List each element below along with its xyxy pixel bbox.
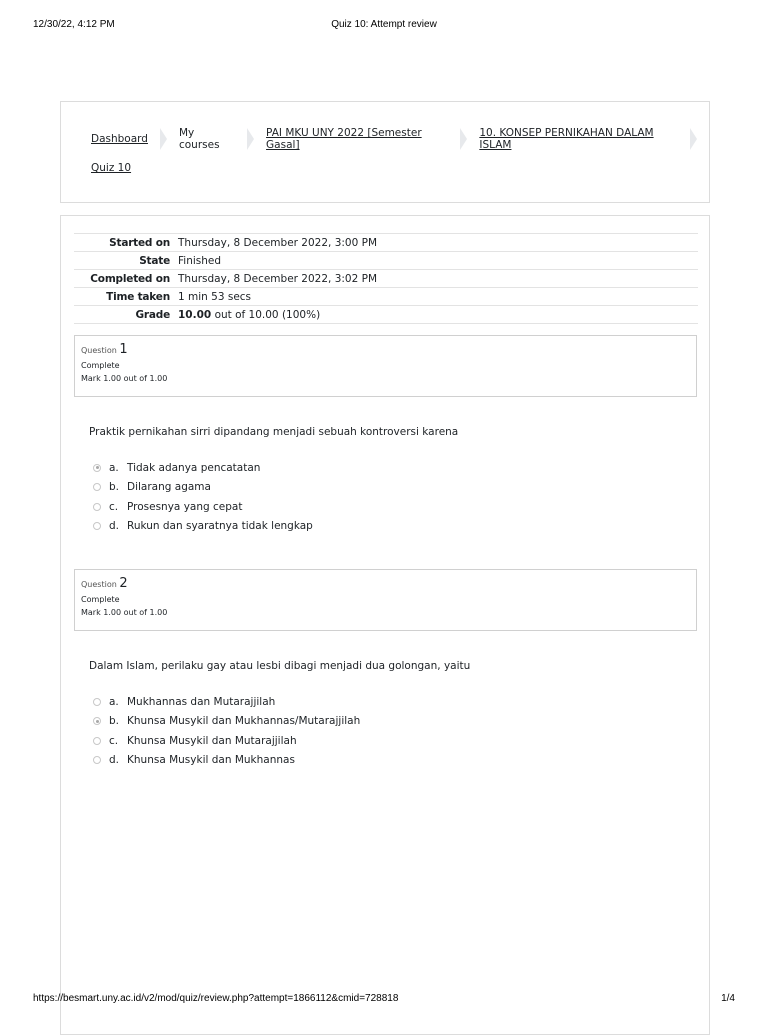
answer-option[interactable] [93,517,313,537]
summary-value: Finished [174,252,698,270]
question-status: Complete [81,595,120,604]
answer-text: Khunsa Musykil dan Mutarajjilah [127,734,297,747]
question-mark: Mark 1.00 out of 1.00 [81,374,168,383]
answer-letter: a. [109,695,119,708]
attempt-review [60,215,710,1035]
question-info [74,335,697,397]
print-header [33,19,735,30]
summary-row [74,306,698,324]
breadcrumb-my-courses[interactable]: My courses [178,127,220,151]
print-url: https://besmart.uny.ac.id/v2/mod/quiz/review.php?attempt=1866112&cmid=728818 [33,993,399,1004]
summary-label: Grade [74,306,174,324]
radio-icon[interactable] [93,737,101,745]
answer-option[interactable] [93,458,313,478]
question-info [74,569,697,631]
summary-value: Thursday, 8 December 2022, 3:02 PM [174,270,698,288]
answer-option[interactable] [93,731,360,751]
attempt-summary-table [74,233,698,324]
radio-icon[interactable] [93,698,101,706]
summary-row [74,270,698,288]
question-number [81,576,690,591]
chevron-right-icon [460,128,467,150]
answer-letter: d. [109,520,120,533]
grade-score: 10.00 [178,308,212,321]
answer-text: Khunsa Musykil dan Mukhannas [127,754,295,767]
summary-label: Time taken [74,288,174,306]
radio-icon[interactable] [93,522,101,530]
summary-row [74,234,698,252]
breadcrumb-dashboard[interactable]: Dashboard [91,133,148,145]
grade-out-of: out of 10.00 (100%) [214,308,321,321]
print-page-number: 1/4 [721,993,735,1004]
answer-text: Mukhannas dan Mutarajjilah [127,695,276,708]
answer-letter: d. [109,754,120,767]
question-label: Question [81,346,117,355]
answer-option[interactable] [93,497,313,517]
answer-option[interactable] [93,478,313,498]
summary-label: State [74,252,174,270]
answer-text: Rukun dan syaratnya tidak lengkap [127,520,313,533]
answer-letter: b. [109,715,120,728]
radio-selected-icon[interactable] [93,717,101,725]
question-status: Complete [81,361,120,370]
print-title: Quiz 10: Attempt review [331,19,437,30]
radio-icon[interactable] [93,503,101,511]
summary-row [74,288,698,306]
answer-text: Tidak adanya pencatatan [127,461,261,474]
answer-option[interactable] [93,751,360,771]
breadcrumb-section[interactable]: 10. KONSEP PERNIKAHAN DALAM ISLAM [479,127,654,151]
answer-letter: c. [109,500,119,513]
chevron-right-icon [247,128,254,150]
summary-value: 1 min 53 secs [174,288,698,306]
chevron-right-icon [690,128,697,150]
question-text: Praktik pernikahan sirri dipandang menjadi sebuah kontroversi karena [89,426,459,438]
answer-letter: b. [109,481,120,494]
question-number [81,342,690,357]
question-text: Dalam Islam, perilaku gay atau lesbi dibagi menjadi dua golongan, yaitu [89,660,471,672]
summary-label: Started on [74,234,174,252]
breadcrumb-quiz[interactable]: Quiz 10 [91,162,132,174]
radio-selected-icon[interactable] [93,464,101,472]
answer-list [93,458,313,536]
breadcrumb-course[interactable]: PAI MKU UNY 2022 [Semester Gasal] [266,127,422,151]
summary-value [174,306,698,324]
answer-letter: a. [109,461,119,474]
answer-letter: c. [109,734,119,747]
chevron-right-icon [160,128,167,150]
breadcrumb [60,101,710,203]
question-label: Question [81,580,117,589]
summary-value: Thursday, 8 December 2022, 3:00 PM [174,234,698,252]
print-footer [33,993,735,1004]
question-mark: Mark 1.00 out of 1.00 [81,608,168,617]
summary-row [74,252,698,270]
summary-label: Completed on [74,270,174,288]
answer-text: Dilarang agama [127,481,211,494]
radio-icon[interactable] [93,756,101,764]
print-datetime: 12/30/22, 4:12 PM [33,19,115,30]
answer-list [93,692,360,770]
question-number-value: 1 [119,342,128,357]
answer-text: Khunsa Musykil dan Mukhannas/Mutarajjilah [127,715,361,728]
answer-option[interactable] [93,692,360,712]
answer-text: Prosesnya yang cepat [127,500,243,513]
question-number-value: 2 [119,576,128,591]
radio-icon[interactable] [93,483,101,491]
answer-option[interactable] [93,712,360,732]
